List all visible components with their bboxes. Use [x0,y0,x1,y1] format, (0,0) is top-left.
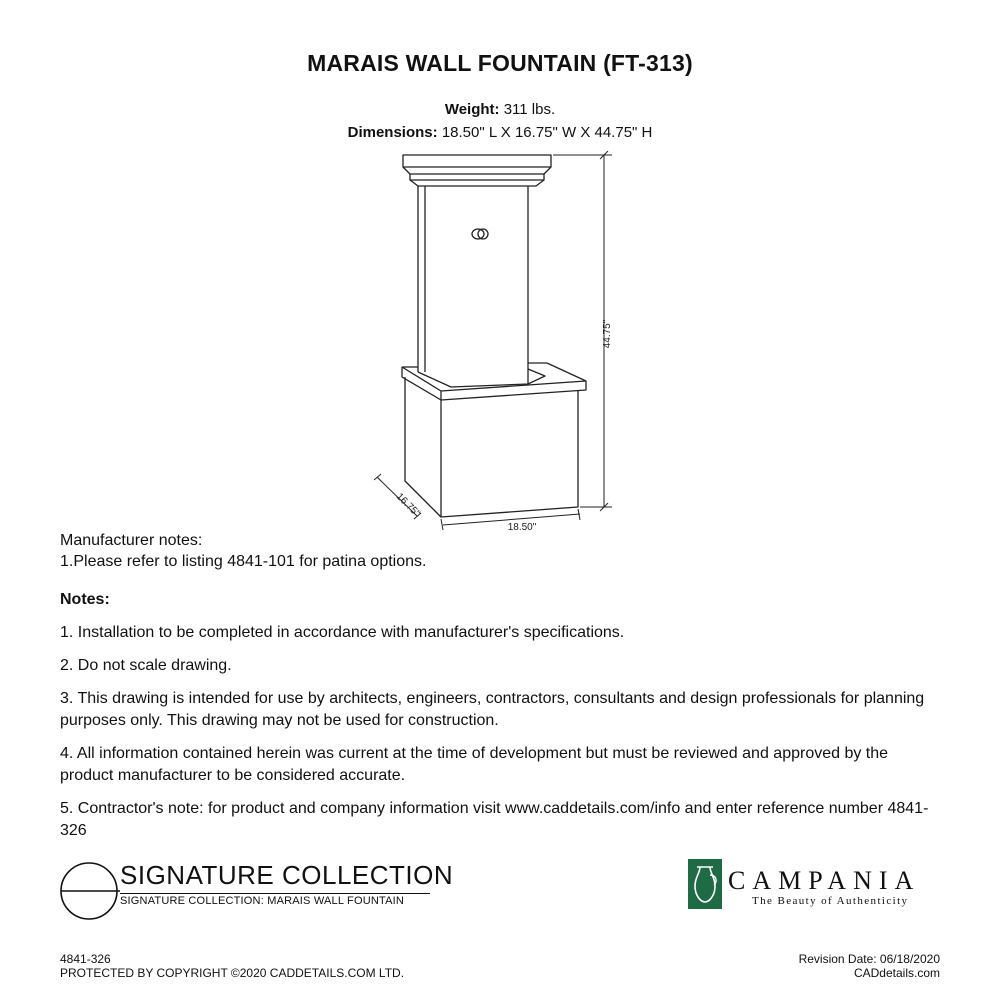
note-item-3: 3. This drawing is intended for use by architects, engineers, contractors, consultants and design professionals for planning purposes only. This drawing may not be used for construction. [60,690,925,729]
height-dimension-label: 44.75" [602,319,613,349]
weight-label: Weight: [444,101,500,118]
dimensions-value: 18.50" L X 16.75" W X 44.75" H [441,124,653,141]
weight-line [0,101,1000,118]
campania-urn-logo-icon [688,859,722,909]
weight-value: 311 lbs. [503,101,556,118]
width-dimension-label: 16.75" [393,491,422,520]
copyright-notice: PROTECTED BY COPYRIGHT ©2020 CADDETAILS.COM LTD. [60,966,405,980]
manufacturer-notes-heading: Manufacturer notes: [60,532,203,549]
signature-collection-title: SIGNATURE COLLECTION [120,860,430,894]
reference-number: 4841-326 [60,952,111,966]
note-item-4: 4. All information contained herein was current at the time of development but must be reviewed and approved by the product manufacturer to be considered accurate. [60,745,889,784]
note-item-1: 1. Installation to be completed in accordance with manufacturer's specifications. [60,624,625,641]
note-item-2: 2. Do not scale drawing. [60,657,232,674]
footer-left [60,952,404,980]
note-item-5: 5. Contractor's note: for product and company information visit www.caddetails.com/info and enter reference number 4841-326 [60,800,929,839]
footer-right [799,952,940,980]
notes-heading: Notes: [60,591,110,608]
fountain-drawing [360,148,630,538]
length-dimension-label: 18.50" [507,522,537,533]
dimensions-line [0,124,1000,141]
campania-brand-name: CAMPANIA [728,866,921,895]
signature-collection-logo-icon [58,860,120,922]
campania-tagline: The Beauty of Authenticity [752,895,909,907]
manufacturer-note-item: 1.Please refer to listing 4841-101 for patina options. [60,553,427,570]
page-title: MARAIS WALL FOUNTAIN (FT-313) [307,50,693,76]
site-link: CADdetails.com [853,966,940,980]
dimensions-label: Dimensions: [347,124,438,141]
signature-collection-subtitle: SIGNATURE COLLECTION: MARAIS WALL FOUNTAIN [120,895,405,907]
revision-date: Revision Date: 06/18/2020 [798,952,940,966]
